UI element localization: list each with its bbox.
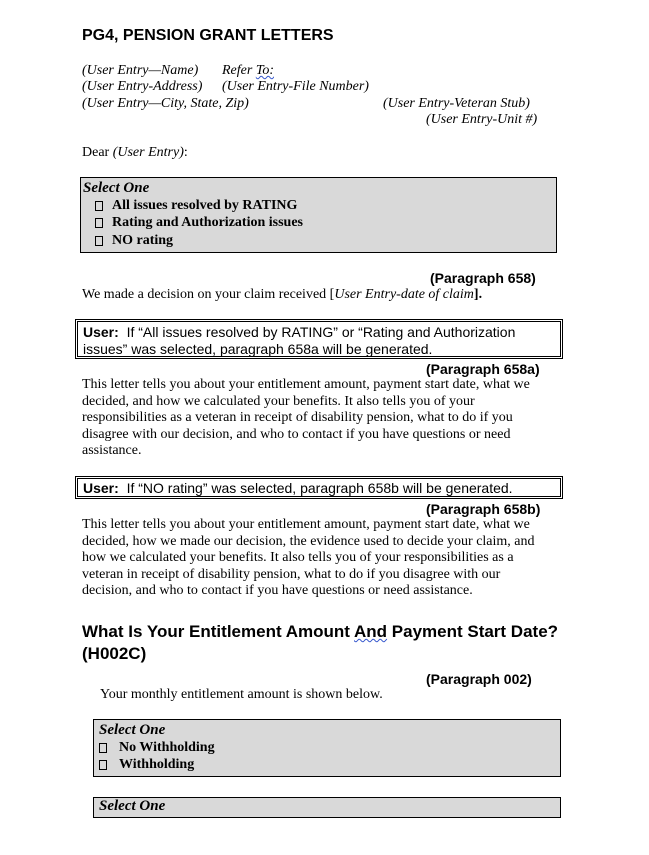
- paragraph-658b-tag: (Paragraph 658b): [426, 501, 541, 517]
- refer-to: [222, 63, 274, 79]
- user-note-text: If “All issues resolved by RATING” or “Rating and Authorization issues” was selected, paragraph 658a will be generated.: [83, 324, 516, 357]
- option-no-withholding[interactable]: No Withholding: [99, 739, 555, 757]
- user-entry-date-of-claim: User Entry-date of claim: [334, 287, 474, 302]
- section-heading: What Is Your Entitlement Amount And Payment Start Date? (H002C): [82, 622, 559, 663]
- paragraph-658-text: We made a decision on your claim received [User Entry-date of claim].: [82, 287, 483, 302]
- checkbox-icon[interactable]: [95, 236, 103, 246]
- user-note-2: [75, 476, 563, 499]
- user-entry-city: (User Entry—City, State, Zip): [82, 96, 249, 111]
- user-entry-name: (User Entry—Name): [82, 63, 199, 78]
- section-heading-code: (H002C): [82, 644, 147, 663]
- refer-label: Refer: [222, 63, 253, 78]
- checkbox-icon[interactable]: [95, 218, 103, 228]
- refer-to-word: To:: [255, 63, 274, 78]
- paragraph-002-text: Your monthly entitlement amount is shown below.: [100, 687, 383, 702]
- paragraph-658-tag: (Paragraph 658): [430, 270, 536, 286]
- paragraph-658a-text: This letter tells you about your entitlement amount, payment start date, what we decided, and how we calculated your benefits. It also tells you of your responsibilities as a veteran in receipt of disability pension, what to do if you disagree with our decision, and who to contact if you have questions or need assistance.: [82, 377, 530, 459]
- select-one-title-1: Select One: [83, 180, 150, 196]
- user-entry-veteran-stub: (User Entry-Veteran Stub): [383, 96, 530, 111]
- page-title: PG4, PENSION GRANT LETTERS: [82, 27, 334, 44]
- paragraph-658a-tag: (Paragraph 658a): [426, 361, 540, 377]
- option-all-issues-rating[interactable]: All issues resolved by RATING: [95, 197, 554, 215]
- salutation: [82, 145, 188, 161]
- user-entry-file-number: (User Entry-File Number): [222, 79, 369, 94]
- select-one-box-2[interactable]: [93, 719, 561, 777]
- option-withholding[interactable]: Withholding: [99, 757, 555, 775]
- salutation-entry: (User Entry): [112, 145, 184, 160]
- user-entry-address: (User Entry-Address): [82, 79, 203, 94]
- select-one-title-2: Select One: [99, 722, 166, 738]
- user-note-text: If “NO rating” was selected, paragraph 658b will be generated.: [126, 480, 513, 496]
- salutation-punct: :: [183, 145, 188, 160]
- user-note-1: [75, 319, 563, 359]
- salutation-dear: Dear: [82, 145, 110, 160]
- checkbox-icon[interactable]: [95, 201, 103, 211]
- user-entry-unit: (User Entry-Unit #): [426, 112, 538, 127]
- option-rating-authorization[interactable]: Rating and Authorization issues: [95, 215, 554, 233]
- option-no-rating[interactable]: NO rating: [95, 232, 554, 250]
- user-note-label: User:: [83, 480, 119, 496]
- user-note-label: User:: [83, 324, 119, 340]
- select-one-title-3: Select One: [99, 798, 166, 814]
- paragraph-002-tag: (Paragraph 002): [426, 671, 532, 687]
- select-one-box-3[interactable]: [93, 797, 561, 818]
- checkbox-icon[interactable]: [99, 760, 107, 770]
- checkbox-icon[interactable]: [99, 743, 107, 753]
- paragraph-658b-text: This letter tells you about your entitlement amount, payment start date, what we decided, how we made our decision, the evidence used to decide your claim, and how we calculated your benefits. It also tells you of your responsibilities as a veteran in receipt of disability pension, what to do if you disagree with our decision, and who to contact if you have questions or need assistance.: [82, 517, 535, 599]
- select-one-box-1[interactable]: [80, 177, 557, 253]
